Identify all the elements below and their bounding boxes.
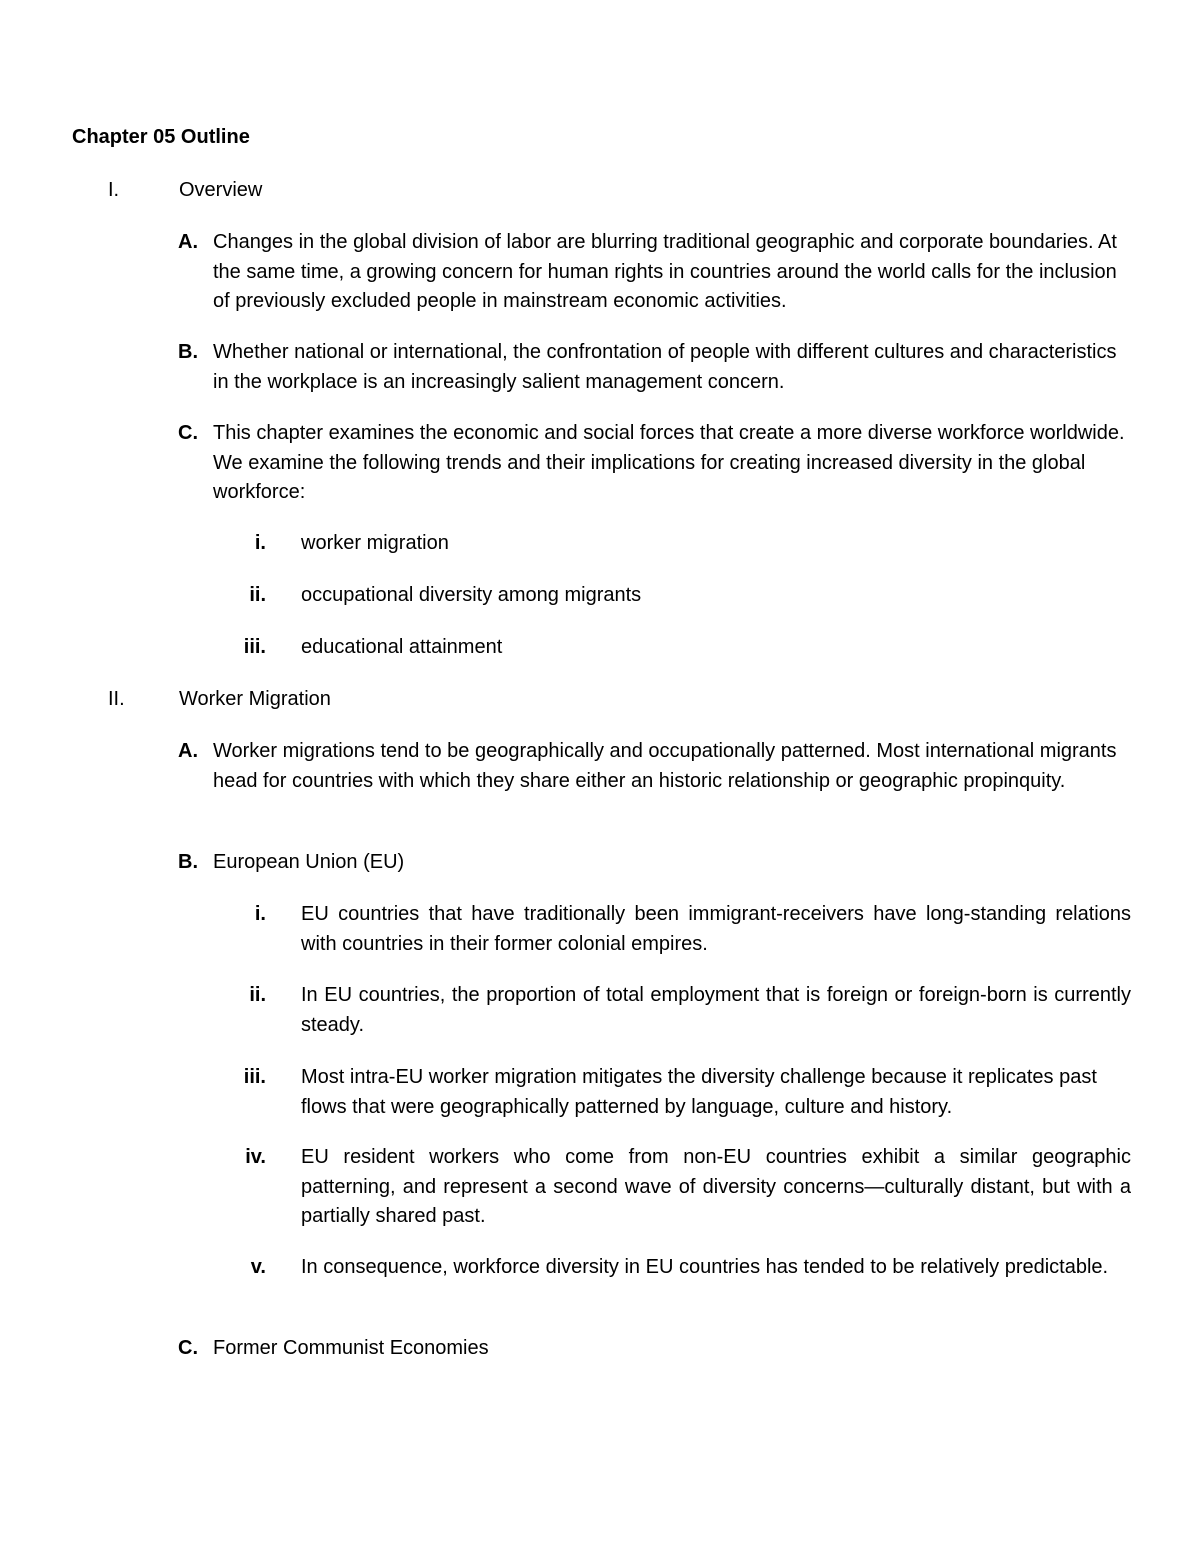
item-text: Worker migrations tend to be geographically and occupationally patterned. Most international migrants head for countries with which they share either an historic relationship or geographic propinquity. bbox=[213, 740, 1117, 792]
subitem-number: i. bbox=[254, 903, 266, 925]
item-text: European Union (EU) bbox=[213, 851, 405, 873]
item-text: Changes in the global division of labor are blurring traditional geographic and corporate boundaries. At the same time, a growing concern for human rights in countries around the world calls for the inclusion of previously excluded people in mainstream economic activities. bbox=[213, 231, 1117, 312]
page-title: Chapter 05 Outline bbox=[72, 126, 250, 148]
item-letter: C. bbox=[178, 1337, 198, 1359]
subitem-text: EU resident workers who come from non-EU countries exhibit a similar geographic patterning, and represent a second wave of diversity concerns—culturally distant, but with a partially shared past. bbox=[301, 1146, 1131, 1227]
item-letter: C. bbox=[178, 422, 198, 444]
subitem-number: iv. bbox=[245, 1146, 266, 1168]
item-letter: B. bbox=[178, 341, 198, 363]
section-number: II. bbox=[108, 688, 125, 710]
subitem-number: iii. bbox=[243, 636, 266, 658]
section-heading: Worker Migration bbox=[179, 688, 331, 710]
subitem-text: worker migration bbox=[301, 532, 449, 554]
item-text: Former Communist Economies bbox=[213, 1337, 489, 1359]
subitem-number: i. bbox=[254, 532, 266, 554]
subitem-number: ii. bbox=[249, 984, 266, 1006]
item-text: Whether national or international, the confrontation of people with different cultures and characteristics in the workplace is an increasingly salient management concern. bbox=[213, 341, 1117, 393]
subitem-text: In consequence, workforce diversity in EU countries has tended to be relatively predictable. bbox=[301, 1256, 1109, 1278]
subitem-text: In EU countries, the proportion of total employment that is foreign or foreign-born is currently steady. bbox=[301, 984, 1131, 1036]
item-text: This chapter examines the economic and social forces that create a more diverse workforce worldwide. We examine the following trends and their implications for creating increased diversity in the global workforce: bbox=[213, 422, 1125, 503]
subitem-text: occupational diversity among migrants bbox=[301, 584, 642, 606]
section-number: I. bbox=[108, 179, 120, 201]
item-letter: A. bbox=[178, 740, 198, 762]
subitem-text: EU countries that have traditionally been immigrant-receivers have long-standing relations with countries in their former colonial empires. bbox=[301, 903, 1131, 955]
subitem-text: Most intra-EU worker migration mitigates the diversity challenge because it replicates past flows that were geographically patterned by language, culture and history. bbox=[301, 1066, 1097, 1118]
section-heading: Overview bbox=[179, 179, 263, 201]
item-letter: A. bbox=[178, 231, 198, 253]
subitem-text: educational attainment bbox=[301, 636, 503, 658]
subitem-number: ii. bbox=[249, 584, 266, 606]
subitem-number: iii. bbox=[243, 1066, 266, 1088]
subitem-number: v. bbox=[250, 1256, 266, 1278]
item-letter: B. bbox=[178, 851, 198, 873]
